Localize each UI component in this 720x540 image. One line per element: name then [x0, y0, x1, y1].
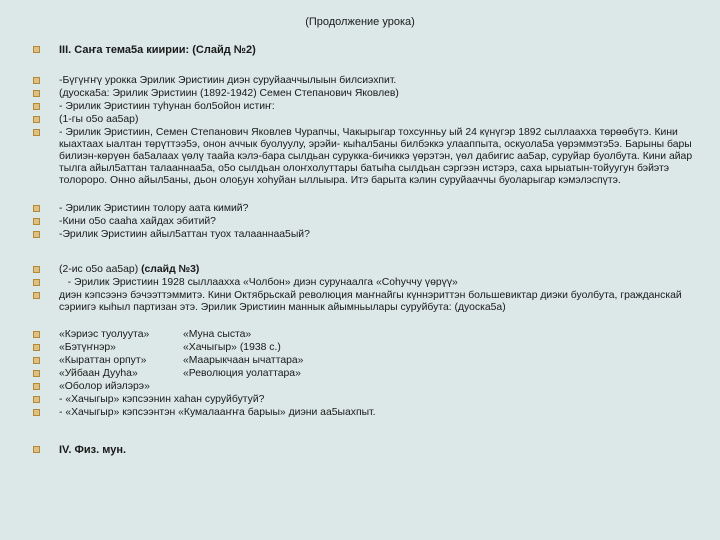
- work-title: «Маарыкчаан ычаттара»: [183, 355, 304, 366]
- list-item: [33, 290, 713, 329]
- bullet-icon: [33, 279, 40, 286]
- bullet-icon: [33, 103, 40, 110]
- page-header: (Продолжение урока): [305, 16, 415, 28]
- work-title: «Уйбаан Дууhа»: [59, 368, 138, 379]
- work-title: «Хачыгыр» (1938 с.): [183, 342, 281, 353]
- works-cell: [59, 368, 709, 380]
- item-paragraph: диэн кэпсээнэ бэчээттэммитэ. Кини Октябрьскай революция маҥнайгы күннэриттэн большевиктар диэки буолбута, гражданскай сэриигэ кыһыл партизан этэ. Эрилик Эристиин маннык айымньылары суруйбута: (дуоска5а): [59, 290, 682, 313]
- section3: [33, 44, 713, 56]
- item-text: - «Хачыгыр» кэпсээнтэн «Кумалааҥҥа барыы» диэни аа5ыахпыт.: [59, 407, 376, 418]
- item-text: - Эрилик Эристиин туһунан бол5ойон истиҥ:: [59, 101, 275, 112]
- group2: [33, 264, 713, 420]
- list-item: [33, 264, 713, 277]
- list-item: [33, 277, 713, 290]
- bullet-icon: [33, 409, 40, 416]
- bullet-icon: [33, 344, 40, 351]
- bullet-icon: [33, 77, 40, 84]
- section4-title: IV. Физ. мун.: [59, 444, 127, 456]
- bullet-icon: [33, 396, 40, 403]
- list-item: [33, 114, 713, 127]
- work-title: «Революция уолаттара»: [183, 368, 301, 379]
- slide3-line: [59, 264, 709, 276]
- bullet-icon: [33, 231, 40, 238]
- slide3-label: (слайд №3): [141, 264, 200, 275]
- list-item: [33, 216, 713, 229]
- bullet-icon: [33, 46, 40, 53]
- bullet-icon: [33, 266, 40, 273]
- section3-title: III. Саҥа тема5а киирии: (Слайд №2): [59, 44, 256, 56]
- works-row: [33, 329, 713, 342]
- bullet-icon: [33, 116, 40, 123]
- section4-row: [33, 444, 713, 456]
- item-text: -Бүгүҥҥү урокка Эрилик Эристиин диэн суруйааччылыын билсиэхпит.: [59, 75, 397, 86]
- item-text: - Эрилик Эристиин толору аата кимий?: [59, 203, 249, 214]
- works-cell: [59, 355, 709, 367]
- section3-row: [33, 44, 713, 56]
- works-row: [33, 342, 713, 355]
- work-title: «Оболор ийэлэрэ»: [59, 381, 150, 392]
- work-title: «Муна сыста»: [183, 329, 252, 340]
- item-text: - Эрилик Эристиин 1928 сыллааххa «Чолбон» диэн сурунаалга «Соһуччу үөрүү»: [59, 277, 458, 288]
- bullet-icon: [33, 370, 40, 377]
- item-text: -Эрилик Эристиин айыл5аттан туох талааннаа5ый?: [59, 229, 310, 240]
- works-cell: [59, 342, 709, 354]
- bullet-icon: [33, 218, 40, 225]
- list-item: [33, 101, 713, 114]
- section4: [33, 444, 713, 456]
- item-text: (1-гы о5о аа5ар): [59, 114, 139, 125]
- list-item: [33, 203, 713, 216]
- works-row: [33, 368, 713, 381]
- item-text: (дуоска5а: Эрилик Эристиин (1892-1942) Семен Степанович Яковлев): [59, 88, 399, 99]
- list-item: [33, 407, 713, 420]
- group1: [33, 75, 713, 242]
- item-text: -Кини о5о саaha хайдах эбитий?: [59, 216, 216, 227]
- bullet-icon: [33, 292, 40, 299]
- list-item: [33, 394, 713, 407]
- works-cell: [59, 329, 709, 341]
- bullet-icon: [33, 90, 40, 97]
- list-item: [33, 127, 713, 203]
- item-paragraph: - Эрилик Эристиин, Семен Степанович Яковлев Чурапчы, Чакырыгар тохсунньу ый 24 күнүгэр 1892 сыллааххa төрөөбүтэ. Кини кыахтаах ыалтан төрүттээ5э, онон аччык буолуулу, эрэйи- кыһал5аны билбэккэ улааппыта, оскуола5а үөрэммэтэ5э. Барыны бары билиэн-көрүөн ба5алаах үөлү таайа кэлэ-бара сылдьан сурукка-бичиккэ үөрэтэн, үөл дабигис аа5ар, суруйар буолбута. Кини айар тылга айыл5аттан талааннаа5а, о5о сылдьан олоҥхолуттары батыhа сылдьан сэргээн истэрэ, саха ырыатын-тойуугун бэйэтэ толороро. Онно айыл5аны, дьон олоҕун хоһуйан ыллыыра. Итэ барыта кэлин суруйааччы буоларыгар кэмэлэспүтэ.: [59, 127, 693, 186]
- work-title: «Кыраттан орпут»: [59, 355, 147, 366]
- bullet-icon: [33, 446, 40, 453]
- bullet-icon: [33, 383, 40, 390]
- works-row: [33, 381, 713, 394]
- work-title: «Кэриэс туолуута»: [59, 329, 150, 340]
- slide3-intro: (2-ис о5о аа5ар): [59, 264, 139, 275]
- list-item: [33, 75, 713, 88]
- works-row: [33, 355, 713, 368]
- works-cell: [59, 381, 709, 393]
- item-text: - «Хачыгыр» кэпсээнин хаhан суруйбутуй?: [59, 394, 265, 405]
- bullet-icon: [33, 331, 40, 338]
- list-item: [33, 229, 713, 242]
- bullet-icon: [33, 357, 40, 364]
- list-item: [33, 88, 713, 101]
- bullet-icon: [33, 129, 40, 136]
- work-title: «Бэтүҥнэр»: [59, 342, 116, 353]
- bullet-icon: [33, 205, 40, 212]
